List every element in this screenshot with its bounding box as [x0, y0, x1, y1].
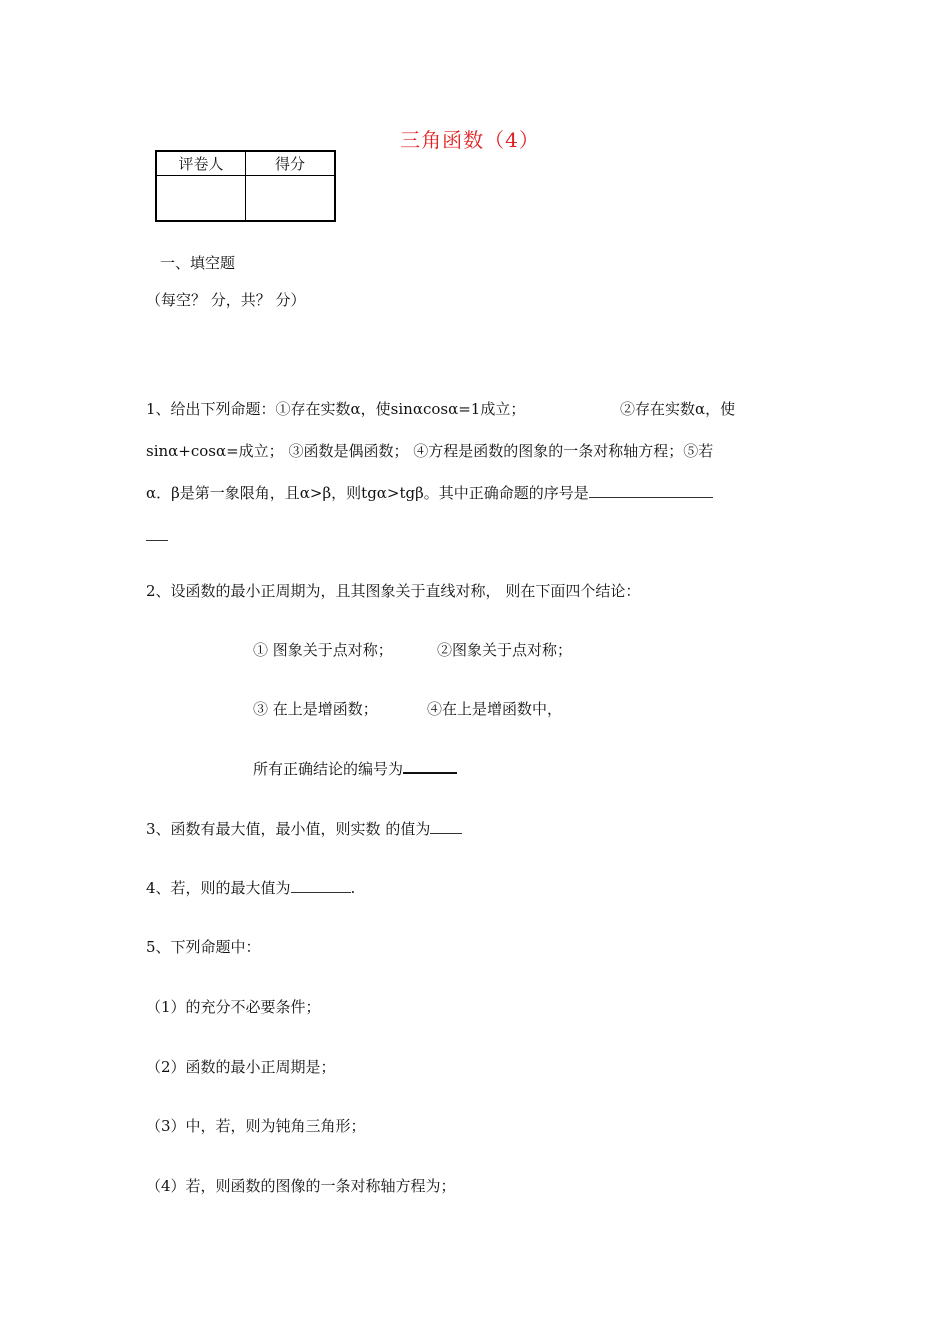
q3-answer-blank[interactable]	[430, 819, 462, 834]
q5-stem: 5、下列命题中：	[146, 938, 261, 956]
q1-line1	[146, 398, 525, 419]
page-title: 三角函数（4）	[400, 128, 540, 152]
q1-line3-text: α．β是第一象限角，且α>β，则tgα>tgβ。其中正确命题的序号是	[146, 484, 589, 502]
q1-line3	[146, 482, 713, 503]
q4-text: 4、若，则的最大值为	[146, 879, 291, 897]
q5-item-1: （1）的充分不必要条件；	[146, 998, 321, 1016]
section-score-note: （每空？ 分，共？ 分）	[146, 291, 306, 309]
q5-item-3: （3）中，若，则为钝角三角形；	[146, 1117, 366, 1135]
q2-answer-line	[253, 758, 457, 779]
q2-option-4: ④在上是增函数中，	[427, 700, 563, 718]
q2-answer-blank[interactable]	[403, 758, 457, 774]
q3-text: 3、函数有最大值，最小值，则实数 的值为	[146, 820, 431, 838]
q4-line	[146, 877, 355, 898]
q1-answer-blank[interactable]	[589, 483, 713, 498]
q1-line1-text: 1、给出下列命题：①存在实数α，使sinαcosα=1成立；	[146, 400, 526, 418]
q2-option-3: ③ 在上是增函数；	[253, 700, 378, 718]
q2-option-2: ②图象关于点对称；	[437, 641, 573, 659]
grader-cell	[156, 176, 246, 222]
q4-end: .	[350, 879, 356, 897]
q5-item-4: （4）若，则函数的图像的一条对称轴方程为；	[146, 1177, 456, 1195]
q2-stem: 2、设函数的最小正周期为，且其图象关于直线对称， 则在下面四个结论：	[146, 582, 641, 600]
score-table	[155, 150, 336, 222]
q1-line1-second: ②存在实数α，使	[620, 400, 736, 418]
q3-line	[146, 818, 462, 839]
section-heading: 一、填空题	[160, 254, 236, 272]
q1-answer-blank-cont	[146, 526, 168, 545]
q2-answer-label: 所有正确结论的编号为	[253, 760, 404, 778]
q1-line2: sinα+cosα=成立； ③函数是偶函数； ④方程是函数的图象的一条对称轴方程；⑤若	[146, 442, 714, 460]
q5-item-2: （2）函数的最小正周期是；	[146, 1058, 336, 1076]
score-header: 得分	[246, 151, 336, 176]
q1-answer-blank-tail[interactable]	[146, 526, 168, 541]
grader-header: 评卷人	[156, 151, 246, 176]
score-cell	[246, 176, 336, 222]
q2-option-1: ① 图象关于点对称；	[253, 641, 393, 659]
q4-answer-blank[interactable]	[291, 878, 351, 893]
